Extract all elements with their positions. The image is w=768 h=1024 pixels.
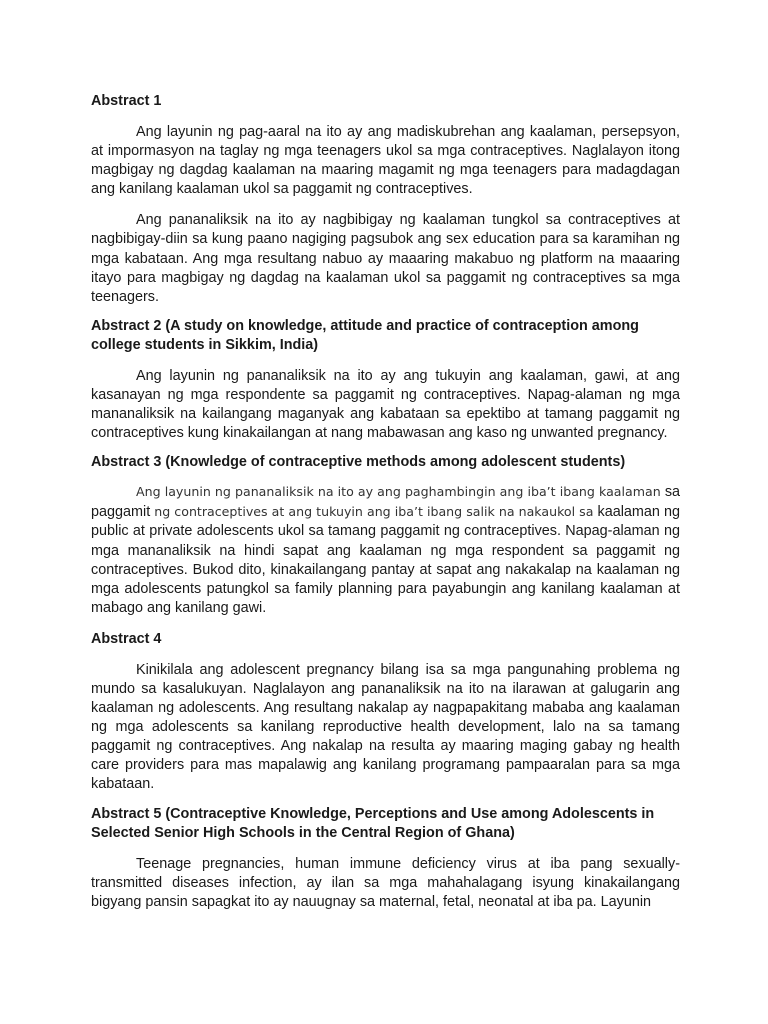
abstract-2-heading: Abstract 2 (A study on knowledge, attitude and practice of contraception among college students in Sikkim, India) bbox=[91, 317, 639, 353]
abstract-3-remaining-text: kaalaman ng public at private adolescents ukol sa tamang paggamit ng contraceptives. Napag-alaman ng mga mananaliksik na hindi sapat ang kaalaman ng mga respondent sa paggamit ng contraceptives. Bukod dito, kinakailangang pantay at sapat ang nakakalap na kaalaman ng mga adolescents patungkol sa family planning para payabungin ang kanilang kaalaman at mabago ang kanilang gawi. bbox=[91, 504, 680, 616]
abstract-3-line-2-regular-text: sa paggamit bbox=[91, 484, 681, 521]
abstract-5-paragraph-1: Teenage pregnancies, human immune deficiency virus at iba pang sexually-transmitted diseases infection, ay ilan sa mga mahahalagang isyung kinakailangang bigyang pansin sapagkat ito ay nauugnay sa maternal, fetal, neonatal at iba pa. Layunin bbox=[91, 855, 680, 910]
abstract-1-paragraph-2: Ang pananaliksik na ito ay nagbibigay ng kaalaman tungkol sa contraceptives at nagbibigay-diin sa kung paano nagiging pagsubok ang sex education para sa karamihan ng mga kabataan. Ang mga resultang nabuo ay maaaring makabuo ng platform na maaaring itayo para magbigay ng dagdag na kaalaman ukol sa paggamit ng contraceptives sa mga teenagers. bbox=[91, 212, 680, 305]
abstract-1-heading: Abstract 1 bbox=[91, 93, 162, 109]
abstract-4-heading: Abstract 4 bbox=[91, 630, 162, 647]
abstract-1-paragraph-1: Ang layunin ng pag-aaral na ito ay ang madiskubrehan ang kaalaman, persepsyon, at impormasyon na taglay ng mga teenagers ukol sa mga contraceptives. Naglalayon itong magbigay ng dagdag kaalaman na maaring magamit ng mga teenagers para madagdagan ang kanilang kaalaman ukol sa paggamit ng contraceptives. bbox=[91, 124, 680, 198]
document-body bbox=[91, 92, 680, 912]
abstract-3-line-1-light-text: Ang layunin ng pananaliksik na ito ay ang paghambingin ang iba’t ibang kaalaman bbox=[136, 484, 661, 500]
abstract-2-paragraph-1: Ang layunin ng pananaliksik na ito ay ang tukuyin ang kaalaman, gawi, at ang kasanayan ng mga respondente sa paggamit ng contraceptives. Napag-alaman ng mga mananaliksik na kailangang maganyak ang kabataan sa epektibo at tamang paggamit ng contraceptives kung kinakailangan at nang mabawasan ang kaso ng unwanted pregnancy. bbox=[91, 367, 680, 442]
abstract-5-heading: Abstract 5 (Contraceptive Knowledge, Perceptions and Use among Adolescents in Selected Senior High Schools in the Central Region of Ghana) bbox=[91, 805, 655, 841]
abstract-3-paragraph-1 bbox=[91, 482, 680, 618]
abstract-3-heading: Abstract 3 (Knowledge of contraceptive methods among adolescent students) bbox=[91, 454, 626, 471]
abstract-4-paragraph-1: Kinikilala ang adolescent pregnancy bilang isa sa mga pangunahing problema ng mundo sa kasalukuyan. Naglalayon ang pananaliksik na ito na ilarawan at galugarin ang kaalaman ng adolescents. Ang resultang nakalap ay nagpapakitang mababa ang kaalaman ng mga adolescents sa kanilang reproductive health development, lalo na sa tamang paggamit ng contraceptives. Ang nakalap na resulta ay maaring maging gabay ng health care providers para mas mapalawig ang kanilang programang pampaaralan para sa mga kabataan. bbox=[91, 661, 680, 793]
abstract-3-line-2-light-text: ng contraceptives at ang tukuyin ang iba’t ibang salik na nakaukol sa bbox=[150, 504, 594, 520]
